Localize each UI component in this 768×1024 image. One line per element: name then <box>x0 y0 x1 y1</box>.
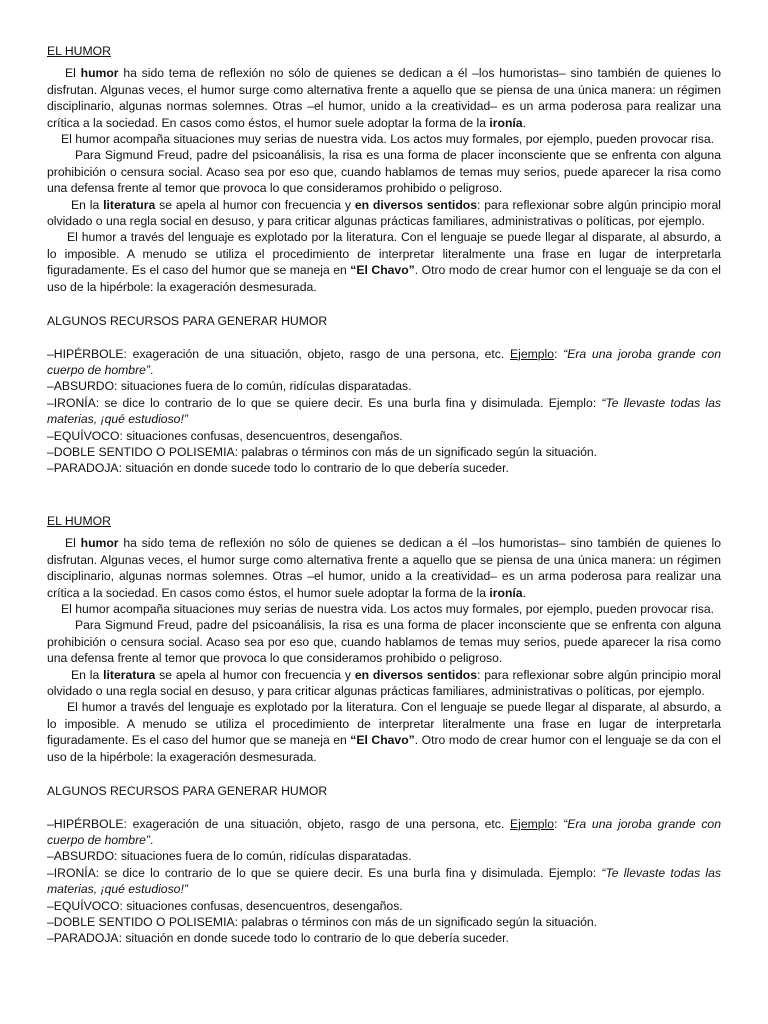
paragraph-humor-intro <box>47 65 721 131</box>
resources-list <box>47 816 721 947</box>
text-run: El <box>65 66 81 81</box>
text-run: En la <box>71 197 104 212</box>
list-item-hiperbole <box>47 346 721 379</box>
text-run: En la <box>71 667 104 682</box>
paragraph-serious-situations: El humor acompaña situaciones muy serias de nuestra vida. Los actos muy formales, por ejemplo, pueden provocar risa. <box>61 132 715 147</box>
resources-subtitle: ALGUNOS RECURSOS PARA GENERAR HUMOR <box>47 784 328 799</box>
bold-term-diversos-sentidos: en diversos sentidos <box>354 667 477 682</box>
example-quote: “Era una joroba grande con cuerpo de hombre” <box>47 816 721 847</box>
section-title: EL HUMOR <box>47 44 111 58</box>
underlined-ejemplo: Ejemplo <box>509 816 555 831</box>
list-item-paradoja: –PARADOJA: situación en donde sucede todo lo contrario de lo que debería suceder. <box>47 461 509 476</box>
text-run: se apela al humor con frecuencia y <box>155 197 355 212</box>
list-item-doble-sentido: –DOBLE SENTIDO O POLISEMIA: palabras o términos con más de un significado según la situación. <box>47 444 598 459</box>
text-run: El humor a través del lenguaje es explotado por la literatura. Con el lenguaje se puede llegar al disparate, al absurdo, a lo imposible. A menudo se utiliza el procedimiento de interpretar literalmente una frase en lugar de interpretarla figuradamente. Es el caso del humor que se maneja en <box>47 700 721 748</box>
list-item-ironia <box>47 865 721 898</box>
bold-term-diversos-sentidos: en diversos sentidos <box>354 197 477 212</box>
text-run: : para reflexionar sobre algún principio moral olvidado o una regla social en desuso, y para criticar algunas prácticas familiares, administrativas o políticas, por ejemplo. <box>47 197 721 229</box>
paragraph-humor-intro <box>47 535 721 601</box>
text-run: ha sido tema de reflexión no sólo de quienes se dedican a él –los humoristas– sino también de quienes lo disfrutan. Algunas veces, el humor surge como alternativa frente a aquello que se piensa de una única manera: un régimen disciplinario, algunas normas solemnes. Otras –el humor, unido a la creatividad– es un arma poderosa para realizar una crítica a la sociedad. En casos como éstos, el humor suele adoptar la forma de la <box>47 66 721 130</box>
text-run: –IRONÍA: se dice lo contrario de lo que se quiere decir. Es una burla fina y disimulada. Ejemplo: <box>47 395 602 410</box>
bold-term-literatura: literatura <box>103 667 156 682</box>
text-run: . Otro modo de crear humor con el lenguaje se da con el uso de la hipérbole: la exageración desmesurada. <box>47 263 721 294</box>
bold-term-ironia: ironía <box>489 585 523 600</box>
bold-term-literatura: literatura <box>103 197 156 212</box>
text-run: ha sido tema de reflexión no sólo de quienes se dedican a él –los humoristas– sino también de quienes lo disfrutan. Algunas veces, el humor surge como alternativa frente a aquello que se piensa de una única manera: un régimen disciplinario, algunas normas solemnes. Otras –el humor, unido a la creatividad– es un arma poderosa para realizar una crítica a la sociedad. En casos como éstos, el humor suele adoptar la forma de la <box>47 536 721 600</box>
example-quote: “Era una joroba grande con cuerpo de hombre” <box>47 346 721 377</box>
text-run: –HIPÉRBOLE: exageración de una situación, objeto, rasgo de una persona, etc. <box>47 346 510 361</box>
list-item-equivoco: –EQUÍVOCO: situaciones confusas, desencuentros, desengaños. <box>47 898 403 913</box>
list-item-doble-sentido: –DOBLE SENTIDO O POLISEMIA: palabras o términos con más de un significado según la situación. <box>47 914 598 929</box>
humor-section-2 <box>47 513 721 947</box>
text-run: : <box>554 816 564 831</box>
resources-subtitle: ALGUNOS RECURSOS PARA GENERAR HUMOR <box>47 314 328 329</box>
text-run: –HIPÉRBOLE: exageración de una situación, objeto, rasgo de una persona, etc. <box>47 816 510 831</box>
paragraph-literature <box>47 667 721 700</box>
humor-section-1 <box>47 43 721 477</box>
underlined-ejemplo: Ejemplo <box>509 346 555 361</box>
text-run: . <box>522 585 526 600</box>
text-run: . <box>522 115 526 130</box>
paragraph-literature <box>47 197 721 230</box>
resources-list <box>47 346 721 477</box>
section-title: EL HUMOR <box>47 514 111 528</box>
example-quote: “Te llevaste todas las materias, ¡qué estudioso!” <box>47 865 721 897</box>
bold-term-humor: humor <box>80 66 119 81</box>
list-item-absurdo: –ABSURDO: situaciones fuera de lo común, ridículas disparatadas. <box>47 379 412 394</box>
list-item-hiperbole <box>47 816 721 849</box>
text-run: El <box>65 536 81 551</box>
text-run: se apela al humor con frecuencia y <box>155 667 355 682</box>
list-item-paradoja: –PARADOJA: situación en donde sucede todo lo contrario de lo que debería suceder. <box>47 931 509 946</box>
text-run: . <box>149 832 154 847</box>
paragraph-serious-situations: El humor acompaña situaciones muy serias de nuestra vida. Los actos muy formales, por ejemplo, pueden provocar risa. <box>61 602 715 617</box>
bold-term-humor: humor <box>80 536 119 551</box>
paragraph-language <box>47 699 721 765</box>
text-run: –IRONÍA: se dice lo contrario de lo que se quiere decir. Es una burla fina y disimulada. Ejemplo: <box>47 865 602 880</box>
list-item-absurdo: –ABSURDO: situaciones fuera de lo común, ridículas disparatadas. <box>47 849 412 864</box>
text-run: : <box>554 346 564 361</box>
text-run: . <box>149 362 154 377</box>
bold-term-el-chavo: “El Chavo” <box>350 733 415 748</box>
text-run: El humor a través del lenguaje es explotado por la literatura. Con el lenguaje se puede llegar al disparate, al absurdo, a lo imposible. A menudo se utiliza el procedimiento de interpretar literalmente una frase en lugar de interpretarla figuradamente. Es el caso del humor que se maneja en <box>47 230 721 278</box>
list-item-ironia <box>47 395 721 428</box>
bold-term-el-chavo: “El Chavo” <box>350 263 415 278</box>
paragraph-freud: Para Sigmund Freud, padre del psicoanálisis, la risa es una forma de placer inconsciente que se enfrenta con alguna prohibición o censura social. Acaso sea por eso que, cuando hablamos de temas muy serios, puede aparecer la risa como una defensa frente al temor que provoca lo que consideramos prohibido o peligroso. <box>47 148 721 196</box>
paragraph-freud: Para Sigmund Freud, padre del psicoanálisis, la risa es una forma de placer inconsciente que se enfrenta con alguna prohibición o censura social. Acaso sea por eso que, cuando hablamos de temas muy serios, puede aparecer la risa como una defensa frente al temor que provoca lo que consideramos prohibido o peligroso. <box>47 618 721 666</box>
bold-term-ironia: ironía <box>489 115 523 130</box>
example-quote: “Te llevaste todas las materias, ¡qué estudioso!” <box>47 395 721 427</box>
text-run: : para reflexionar sobre algún principio moral olvidado o una regla social en desuso, y para criticar algunas prácticas familiares, administrativas o políticas, por ejemplo. <box>47 667 721 699</box>
text-run: . Otro modo de crear humor con el lenguaje se da con el uso de la hipérbole: la exageración desmesurada. <box>47 733 721 764</box>
list-item-equivoco: –EQUÍVOCO: situaciones confusas, desencuentros, desengaños. <box>47 428 403 443</box>
paragraph-language <box>47 229 721 295</box>
